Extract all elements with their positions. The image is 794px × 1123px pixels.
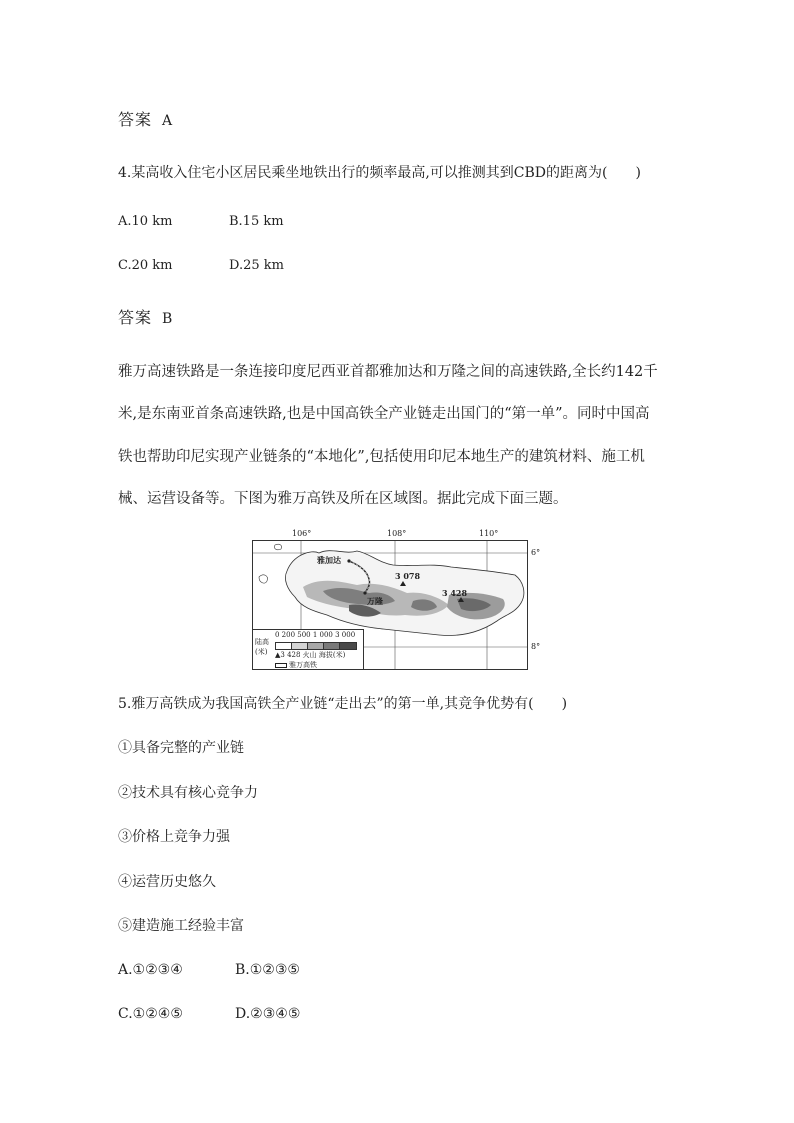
passage-line-1: 雅万高速铁路是一条连接印度尼西亚首都雅加达和万隆之间的高速铁路,全长约142千 — [118, 364, 658, 380]
volcano-icon: ▲ — [275, 651, 281, 659]
q5-item-2: ②技术具有核心竞争力 — [118, 785, 258, 801]
label-peak-3428: 3 428 — [442, 588, 468, 598]
q4-option-c: C.20 km — [118, 258, 173, 273]
answer-value: A — [162, 113, 173, 129]
q4-answer — [118, 308, 172, 329]
passage-line-4: 械、运营设备等。下图为雅万高铁及所在区域图。据此完成下面三题。 — [118, 491, 568, 507]
longitude-110: 110° — [479, 529, 499, 538]
q5-option-d: D.②③④⑤ — [235, 1006, 301, 1022]
q5-option-a: A.①②③④ — [118, 962, 183, 978]
region-map — [252, 540, 528, 670]
q4-stem: 4.某高收入住宅小区居民乘坐地铁出行的频率最高,可以推测其到CBD的距离为( ) — [118, 165, 641, 181]
q5-item-1: ①具备完整的产业链 — [118, 740, 244, 756]
q4-option-b: B.15 km — [229, 214, 284, 229]
answer-label: 答案 — [118, 308, 153, 327]
longitude-108: 108° — [387, 529, 407, 538]
q5-option-b: B.①②③⑤ — [235, 962, 300, 978]
legend-scale: 0 200 500 1 000 3 000 — [275, 631, 356, 639]
railway-line-icon — [275, 663, 287, 668]
answer-value: B — [162, 311, 173, 327]
legend-volcano — [275, 651, 345, 660]
label-peak-3078: 3 078 — [395, 571, 421, 581]
legend-title-top: 陆高 — [255, 638, 269, 646]
legend-railway — [275, 661, 317, 670]
q5-stem: 5.雅万高铁成为我国高铁全产业链“走出去”的第一单,其竞争优势有( ) — [118, 696, 568, 712]
passage-line-3: 铁也帮助印尼实现产业链条的“本地化”,包括使用印尼本地生产的建筑材料、施工机 — [118, 449, 645, 465]
latitude-8: 8° — [531, 642, 541, 651]
q3-answer — [118, 110, 172, 131]
legend-volcano-text: 3 428 火山 海拔(米) — [280, 651, 346, 659]
q5-item-3: ③价格上竞争力强 — [118, 829, 230, 845]
latitude-6: 6° — [531, 548, 541, 557]
q4-option-a: A.10 km — [118, 214, 173, 229]
q4-option-d: D.25 km — [229, 258, 284, 273]
q5-item-5: ⑤建造施工经验丰富 — [118, 918, 244, 934]
label-bandung: 万隆 — [367, 596, 383, 606]
map-legend — [253, 629, 364, 670]
legend-title-bottom: (米) — [255, 648, 268, 656]
label-jakarta: 雅加达 — [317, 555, 341, 565]
passage-line-2: 米,是东南亚首条高速铁路,也是中国高铁全产业链走出国门的“第一单”。同时中国高 — [118, 406, 650, 422]
q5-option-c: C.①②④⑤ — [118, 1006, 183, 1022]
q5-item-4: ④运营历史悠久 — [118, 874, 216, 890]
longitude-106: 106° — [292, 529, 312, 538]
legend-swatch-5 — [339, 642, 357, 650]
answer-label: 答案 — [118, 110, 153, 129]
legend-railway-text: 雅万高铁 — [289, 661, 317, 669]
